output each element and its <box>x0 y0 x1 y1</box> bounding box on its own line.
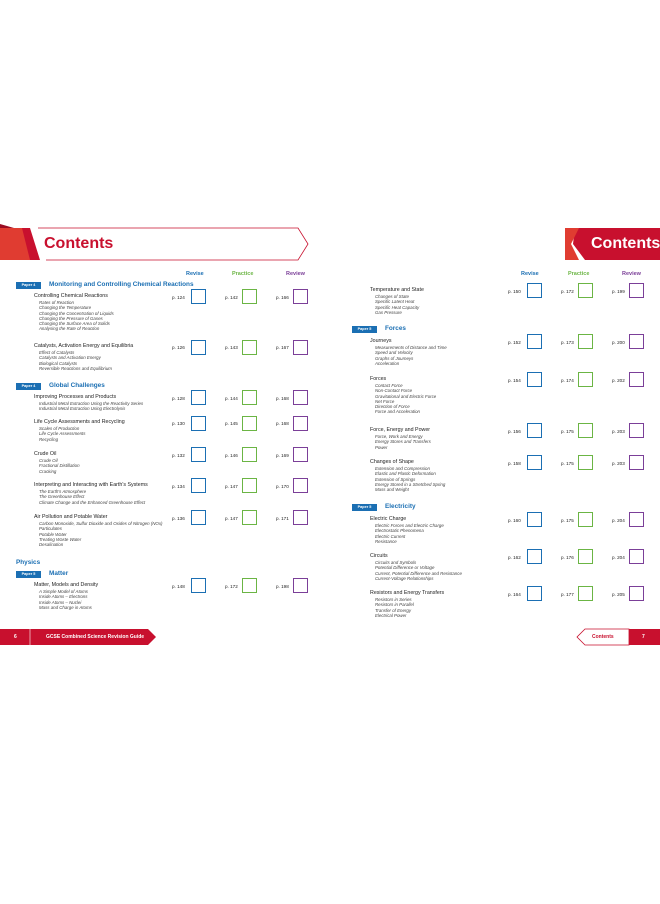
subtopic: Resistance <box>375 538 397 544</box>
topic-title: Controlling Chemical Reactions <box>34 293 108 299</box>
right-col-practice: Practice <box>568 271 590 277</box>
subtopic: Crude Oil <box>39 458 58 463</box>
paper-badge: Paper 4 <box>16 383 41 390</box>
topic-item[interactable] <box>34 343 133 371</box>
subtopic: Gravitational and Electric Force <box>375 393 437 399</box>
revise-page: p. 156 <box>508 429 521 434</box>
left-page-number: 6 <box>14 634 17 640</box>
subtopic: Inside Atoms – Nuclei <box>39 599 82 605</box>
section-title: Global Challenges <box>49 382 105 389</box>
practice-checkbox[interactable] <box>242 478 257 493</box>
practice-page: p. 147 <box>225 484 238 489</box>
practice-checkbox[interactable] <box>578 455 593 470</box>
practice-page: p. 175 <box>561 429 574 434</box>
revise-page: p. 162 <box>508 555 521 560</box>
section-header <box>16 282 276 291</box>
left-footer-title: GCSE Combined Science Revision Guide <box>46 634 145 640</box>
subtopic: Resistors in Series <box>375 597 412 602</box>
subtopic: Extension and Compression <box>375 466 430 471</box>
revise-page: p. 164 <box>508 592 521 597</box>
paper-badge: Paper 5 <box>352 504 377 511</box>
topic-item[interactable] <box>370 553 462 581</box>
topic-title: Electric Charge <box>370 516 407 522</box>
subtopic: Net Force <box>375 398 395 404</box>
review-checkbox[interactable] <box>629 549 644 564</box>
revise-checkbox[interactable] <box>527 372 542 387</box>
topic-item[interactable] <box>370 376 436 415</box>
revise-checkbox[interactable] <box>191 447 206 462</box>
subtopic: Recycling <box>39 436 59 442</box>
review-page: p. 169 <box>276 453 289 458</box>
review-checkbox[interactable] <box>629 372 644 387</box>
practice-page: p. 176 <box>561 555 574 560</box>
subtopic: Specific Heat Capacity <box>375 304 420 310</box>
topic-title: Air Pollution and Potable Water <box>34 514 108 520</box>
subtopic: Measurements of Distance and Time <box>375 345 447 350</box>
review-checkbox[interactable] <box>293 340 308 355</box>
section-title: Forces <box>385 325 406 332</box>
topic-item[interactable] <box>34 482 148 505</box>
subtopic: Life Cycle Assessments <box>39 431 86 437</box>
section-header <box>352 326 552 335</box>
review-checkbox[interactable] <box>629 586 644 601</box>
paper-badge: Paper 5 <box>16 571 41 578</box>
subtopic: Scales of Production <box>39 426 80 431</box>
subtopic: Reversible Reactions and Equilibrium <box>39 365 112 371</box>
revise-page: p. 136 <box>172 516 185 521</box>
revise-checkbox[interactable] <box>191 416 206 431</box>
subtopic: Mass and Weight <box>375 487 409 493</box>
subtopic: Industrial Metal Extraction Using the Reactivity Series <box>39 401 144 406</box>
topic-title: Matter, Models and Density <box>34 582 99 588</box>
practice-page: p. 177 <box>561 592 574 597</box>
revise-checkbox[interactable] <box>191 578 206 593</box>
subtopic: Current, Potential Difference and Resistance <box>375 570 462 576</box>
left-col-revise: Revise <box>186 271 204 277</box>
right-col-revise: Revise <box>521 271 539 277</box>
subtopic: Acceleration <box>375 360 400 366</box>
review-page: p. 203 <box>612 461 625 466</box>
subtopic: Transfer of Energy <box>375 607 412 613</box>
topic-item[interactable] <box>34 582 98 610</box>
review-page: p. 200 <box>612 340 625 345</box>
revise-page: p. 126 <box>172 345 185 350</box>
review-page: p. 167 <box>276 345 289 350</box>
review-page: p. 168 <box>276 421 289 426</box>
topic-item[interactable] <box>34 394 143 412</box>
right-col-review: Review <box>622 271 641 277</box>
subtopic: Energy Stored in a Stretched Spring <box>375 481 446 487</box>
practice-page: p. 172 <box>225 584 238 589</box>
subtopic: Effect of Catalysts <box>39 350 75 355</box>
revise-checkbox[interactable] <box>527 549 542 564</box>
subtopic: Energy Stores and Transfers <box>375 439 431 445</box>
subtopic: Specific Latent Heat <box>375 299 415 305</box>
review-page: p. 203 <box>612 429 625 434</box>
revise-page: p. 154 <box>508 378 521 383</box>
review-page: p. 202 <box>612 378 625 383</box>
subtopic: Current-Voltage Relationships <box>375 575 434 581</box>
practice-page: p. 175 <box>561 461 574 466</box>
subtopic: Changes of State <box>375 294 409 299</box>
revise-page: p. 160 <box>508 518 521 523</box>
review-checkbox[interactable] <box>629 512 644 527</box>
practice-checkbox[interactable] <box>578 423 593 438</box>
topic-title: Changes of Shape <box>370 459 414 465</box>
topic-title: Life Cycle Assessments and Recycling <box>34 419 125 425</box>
left-col-review: Review <box>286 271 305 277</box>
practice-page: p. 174 <box>561 378 574 383</box>
paper-badge: Paper 5 <box>352 326 377 333</box>
section-header <box>352 504 552 513</box>
practice-checkbox[interactable] <box>578 283 593 298</box>
practice-checkbox[interactable] <box>242 340 257 355</box>
topic-item[interactable] <box>370 338 447 366</box>
right-page-title: Contents <box>591 235 660 252</box>
paper-badge: Paper 4 <box>16 282 41 289</box>
subtopic: Gas Pressure <box>375 309 402 315</box>
topic-title: Force, Energy and Power <box>370 427 431 433</box>
practice-checkbox[interactable] <box>242 416 257 431</box>
subtopic: Non-Contact Force <box>375 388 413 394</box>
revise-page: p. 134 <box>172 484 185 489</box>
revise-checkbox[interactable] <box>527 512 542 527</box>
topic-item[interactable] <box>370 459 445 492</box>
subtopic: Extension of Springs <box>375 476 416 482</box>
practice-checkbox[interactable] <box>578 586 593 601</box>
section-header <box>16 383 276 392</box>
practice-page: p. 147 <box>225 516 238 521</box>
right-page-number: 7 <box>642 634 645 640</box>
topic-title: Resistors and Energy Transfers <box>370 590 445 596</box>
review-checkbox[interactable] <box>629 283 644 298</box>
review-checkbox[interactable] <box>293 390 308 405</box>
subtopic: A Simple Model of Atoms <box>39 589 88 594</box>
review-page: p. 168 <box>276 396 289 401</box>
topic-item[interactable] <box>370 427 431 450</box>
review-page: p. 171 <box>276 516 289 521</box>
review-page: p. 170 <box>276 484 289 489</box>
subtopic: Force, Work and Energy <box>375 434 423 439</box>
subtopic: Inside Atoms – Electrons <box>39 594 88 600</box>
review-checkbox[interactable] <box>293 289 308 304</box>
right-footer-label: Contents <box>592 634 614 640</box>
revise-checkbox[interactable] <box>527 334 542 349</box>
practice-checkbox[interactable] <box>578 372 593 387</box>
section-title: Matter <box>49 570 69 577</box>
practice-page: p. 172 <box>561 289 574 294</box>
topic-title: Interpreting and Interacting with Earth's Systems <box>34 482 148 488</box>
practice-page: p. 145 <box>225 421 238 426</box>
practice-page: p. 144 <box>225 396 238 401</box>
subtopic: Electric Current <box>375 533 406 539</box>
topic-item[interactable] <box>370 590 444 618</box>
subtopic: Elastic and Plastic Deformation <box>375 471 436 477</box>
review-page: p. 199 <box>612 289 625 294</box>
subtopic: The Greenhouse Effect <box>39 494 85 500</box>
practice-checkbox[interactable] <box>242 289 257 304</box>
topic-item[interactable] <box>370 287 424 315</box>
review-checkbox[interactable] <box>629 423 644 438</box>
subtopic: Electrostatic Phenomena <box>375 528 424 534</box>
review-page: p. 204 <box>612 518 625 523</box>
subject-heading: Physics <box>16 559 41 566</box>
revise-page: p. 158 <box>508 461 521 466</box>
topic-item[interactable] <box>34 514 162 547</box>
subtopic: Catalysts and Activation Energy <box>39 355 101 361</box>
section-title: Monitoring and Controlling Chemical Reactions <box>49 281 194 288</box>
review-checkbox[interactable] <box>293 416 308 431</box>
revise-page: p. 132 <box>172 453 185 458</box>
right-footer-bar <box>575 628 660 646</box>
subtopic: Biological Catalysts <box>39 360 78 366</box>
subtopic: Changing the Concentration of Liquids <box>39 310 114 316</box>
subtopic: Direction of Force <box>375 404 410 410</box>
subtopic: Carbon Monoxide, Sulfur Dioxide and Oxides of Nitrogen (NOx) <box>39 521 163 526</box>
revise-page: p. 148 <box>172 584 185 589</box>
practice-page: p. 142 <box>225 295 238 300</box>
revise-page: p. 130 <box>172 421 185 426</box>
revise-checkbox[interactable] <box>527 455 542 470</box>
subtopic: Fractional Distillation <box>39 463 80 469</box>
subtopic: Potable Water <box>39 531 67 537</box>
review-page: p. 204 <box>612 555 625 560</box>
practice-checkbox[interactable] <box>242 578 257 593</box>
topic-item[interactable] <box>370 516 444 544</box>
subtopic: Potential Difference or Voltage <box>375 565 435 571</box>
left-page-title: Contents <box>44 235 114 252</box>
review-page: p. 166 <box>276 295 289 300</box>
review-checkbox[interactable] <box>293 578 308 593</box>
topic-title: Forces <box>370 376 387 382</box>
subtopic: Treating Waste Water <box>39 536 82 542</box>
subtopic: Changing the Surface Area of Solids <box>39 321 110 327</box>
practice-checkbox[interactable] <box>242 510 257 525</box>
revise-checkbox[interactable] <box>191 390 206 405</box>
revise-checkbox[interactable] <box>191 510 206 525</box>
practice-checkbox[interactable] <box>242 447 257 462</box>
subtopic: Analysing the Rate of Reaction <box>39 326 100 332</box>
left-col-practice: Practice <box>232 271 254 277</box>
review-page: p. 198 <box>276 584 289 589</box>
review-page: p. 205 <box>612 592 625 597</box>
practice-checkbox[interactable] <box>578 334 593 349</box>
topic-title: Circuits <box>370 553 388 559</box>
subtopic: Electric Forces and Electric Charge <box>375 523 444 528</box>
revise-checkbox[interactable] <box>191 340 206 355</box>
topic-title: Catalysts, Activation Energy and Equilibria <box>34 343 134 349</box>
subtopic: Speed and Velocity <box>375 350 413 356</box>
subtopic: Electrical Power <box>375 612 407 618</box>
subtopic: Particulates <box>39 526 62 532</box>
review-checkbox[interactable] <box>629 455 644 470</box>
subtopic: Mass and Charge in Atoms <box>39 604 92 610</box>
topic-item[interactable] <box>34 419 125 442</box>
subtopic: Climate Change and the Enhanced Greenhouse Effect <box>39 499 146 505</box>
subtopic: Power <box>375 444 388 450</box>
practice-page: p. 175 <box>561 518 574 523</box>
subtopic: Desalination <box>39 542 64 548</box>
revise-checkbox[interactable] <box>191 289 206 304</box>
revise-page: p. 150 <box>508 289 521 294</box>
practice-page: p. 143 <box>225 345 238 350</box>
revise-checkbox[interactable] <box>527 423 542 438</box>
section-title: Electricity <box>385 503 416 510</box>
review-checkbox[interactable] <box>293 510 308 525</box>
practice-checkbox[interactable] <box>242 390 257 405</box>
subtopic: Circuits and Symbols <box>375 560 417 565</box>
topic-title: Crude Oil <box>34 451 57 457</box>
section-header <box>16 571 276 580</box>
subtopic: Graphs of Journeys <box>375 355 414 361</box>
topic-item[interactable] <box>34 451 80 474</box>
revise-page: p. 128 <box>172 396 185 401</box>
practice-checkbox[interactable] <box>578 549 593 564</box>
review-checkbox[interactable] <box>293 447 308 462</box>
subtopic: Industrial Metal Extraction Using Electrolysis <box>39 406 126 412</box>
practice-checkbox[interactable] <box>578 512 593 527</box>
subtopic: Rates of Reaction <box>39 300 74 305</box>
revise-page: p. 124 <box>172 295 185 300</box>
subtopic: The Earth's Atmosphere <box>39 489 87 494</box>
practice-page: p. 146 <box>225 453 238 458</box>
revise-checkbox[interactable] <box>191 478 206 493</box>
topic-title: Temperature and State <box>370 287 424 293</box>
subtopic: Resistors in Parallel <box>375 602 414 608</box>
practice-page: p. 173 <box>561 340 574 345</box>
subtopic: Cracking <box>39 468 57 474</box>
review-checkbox[interactable] <box>293 478 308 493</box>
revise-checkbox[interactable] <box>527 586 542 601</box>
review-checkbox[interactable] <box>629 334 644 349</box>
subtopic: Contact Force <box>375 383 403 388</box>
subtopic: Changing the Pressure of Gases <box>39 315 103 321</box>
topic-item[interactable] <box>34 293 114 332</box>
revise-checkbox[interactable] <box>527 283 542 298</box>
topic-title: Journeys <box>370 338 392 344</box>
revise-page: p. 152 <box>508 340 521 345</box>
subtopic: Changing the Temperature <box>39 305 92 311</box>
subtopic: Force and Acceleration <box>375 409 420 415</box>
topic-title: Improving Processes and Products <box>34 394 117 400</box>
